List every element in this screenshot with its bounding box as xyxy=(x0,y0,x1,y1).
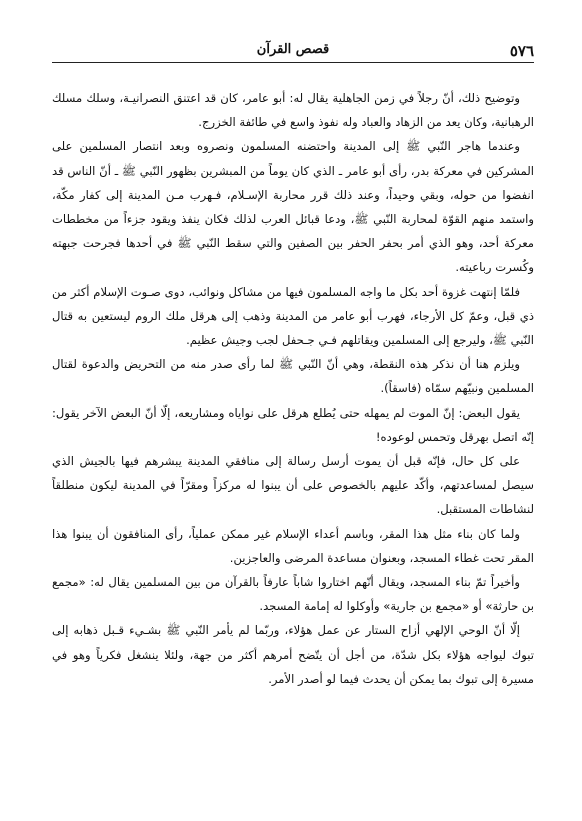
paragraph-4: ويلزم هنا أن نذكر هذه النقطة، وهي أنّ النّبي ﷺ لما رأى صدر منه من التحريض والدعوة لقتال المسلمين ونبيّهم سمّاه (فاسقاً). xyxy=(52,357,534,396)
paragraph-2: وعندما هاجر النّبي ﷺ إلى المدينة واحتضنه المسلمون ونصروه وبعد انتصار المسلمين على المشركين في معركة بدر، رأى أبو عامر ـ الذي كان يوماً من المبشرين بظهور النّبي ﷺ ـ أنّ الناس قد انفضوا من حوله، وبقي وحيداً، وعند ذلك قرر محاربة الإسـلام، فـهرب مـن المدينة إلى كفار مكّة، واستمد منهم القوّة لمحاربة النّبي ﷺ، ودعا قبائل العرب لذلك فكان ينفذ ويقود جزءاً من مخططات معركة أحد، وهو الذي أمر بحفر الحفر بين الصفين والتي سقط النّبي ﷺ في أحدها فجرحت جبهته وكُسرت رباعيته. xyxy=(52,139,534,275)
paragraph-7: ولما كان بناء مثل هذا المقر، وباسم أعداء الإسلام غير ممكن عملياً، رأى المنافقون أن يبنوا هذا المقر تحت غطاء المسجد، وبعنوان مساعدة المرضى والعاجزين. xyxy=(52,526,534,565)
paragraph-1: وتوضيح ذلك، أنّ رجلاً في زمن الجاهلية يقال له: أبو عامر، كان قد اعتنق النصرانيـة، وسلك مسلك الرهبانية، وكان يعد من الزهاد والعباد وله نفوذ واسع في طائفة الخزرج. xyxy=(52,91,534,130)
paragraph-5: يقول البعض: إنّ الموت لم يمهله حتى يُطلع هرقل على نواياه ومشاريعه، إلّا أنّ البعض الآخر يقول: إنّه اتصل بهرقل وتحمس لوعوده! xyxy=(52,405,534,444)
paragraph-3: فلمّا إنتهت غزوة أحد بكل ما واجه المسلمون فيها من مشاكل ونوائب، دوى صـوت الإسلام أكثر من ذي قبل، وعمّ كل الأرجاء، فهرب أبو عامر من المدينة وذهب إلى هرقل ملك الروم ليستعين به قتال النّبي ﷺ، وليرجع إلى المسلمين ويقاتلهم فـي جـحفل لجب وجيش عظيم. xyxy=(52,284,534,348)
paragraph-8: وأخيراً تمّ بناء المسجد، ويقال أنّهم اختاروا شاباً عارفاً بالقرآن من بين المسلمين يقال له: «مجمع بن حارثة» أو «مجمع بن جارية» وأوكلوا له إمامة المسجد. xyxy=(52,575,534,614)
page-number: ٥٧٦ xyxy=(509,42,534,60)
running-title: قصص القرآن xyxy=(256,42,330,57)
text-body xyxy=(52,86,534,691)
paragraph-6: على كل حال، فإنّه قبل أن يموت أرسل رسالة إلى منافقي المدينة يبشرهم فيها بالجيش الذي سيصل لمساعدتهم، وأكّد عليهم بالخصوص على أن يبنوا له مركزاً ومقرّاً في المدينة ليكون منطلقاً لنشاطات المستقبل. xyxy=(52,454,534,517)
paragraph-9: إلّا أنّ الوحي الإلهي أزاح الستار عن عمل هؤلاء، وربّما لم يأمر النّبي ﷺ بشـيء قـبل ذهابه إلى تبوك ليواجه هؤلاء بكل شدّة، من أجل أن يتّضح أمرهم أكثر من جهة، ولئلا ينشغل فكرياً وهو في مسيرة إلى تبوك بما يمكن أن يحدث فيما لو أصدر الأمر. xyxy=(52,623,534,686)
page-header xyxy=(52,38,534,63)
